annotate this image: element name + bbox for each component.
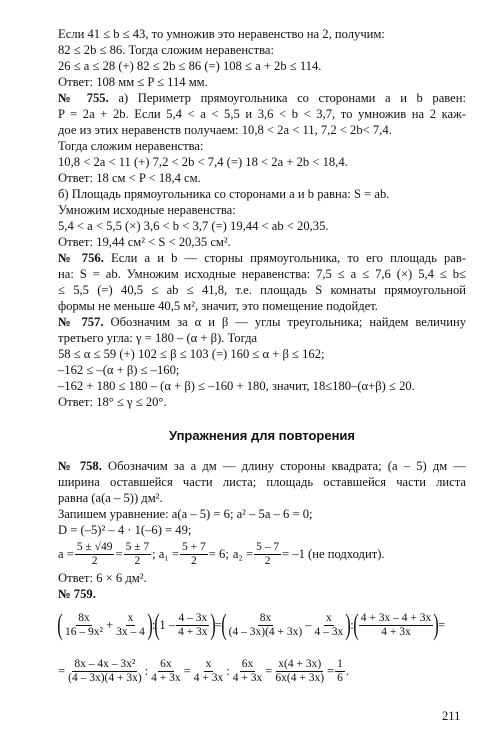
denominator: 4 + 3x (193, 671, 224, 684)
text-line: третьего угла: γ = 180 – (α + β). Тогда (58, 331, 258, 345)
numerator: x (127, 611, 134, 624)
exercise-number-757: № 757. (58, 315, 104, 329)
fraction (75, 541, 115, 568)
numerator: 4 – 3x (178, 611, 208, 624)
operator: : (226, 663, 230, 678)
numerator: 5 ± 7 (125, 540, 150, 553)
denominator: 16 – 9x² (65, 625, 103, 638)
denominator: 2 (134, 554, 141, 567)
operator: = (183, 663, 191, 678)
fraction (227, 612, 305, 639)
exercise-758-line (58, 458, 466, 474)
formula-row-2 (58, 648, 466, 694)
text-line: Ответ: 18 см < P < 18,4 см. (58, 171, 201, 185)
operator: = (327, 663, 335, 678)
formula-text: = 6; (208, 546, 229, 561)
roots-formula (58, 538, 466, 570)
text-line: Запишем уравнение: a(a – 5) = 6; a² – 5a – 6 = 0; (58, 507, 313, 521)
paren-open: ( (353, 608, 359, 641)
page-number: 211 (442, 709, 461, 723)
operator: : (151, 617, 156, 632)
numerator: 5 – 7 (256, 540, 280, 553)
numerator: 5 ± √49 (76, 540, 113, 553)
fraction (180, 541, 208, 568)
text-line: 82 ≤ 2b ≤ 86. Тогда сложим неравенства: (58, 43, 275, 57)
denominator: 4 + 3x (151, 671, 181, 684)
numerator: 5 + 7 (182, 540, 206, 553)
text-line: равна (a(a – 5)) дм². (58, 491, 163, 505)
text-line: Ответ: 108 мм ≤ P ≤ 114 мм. (58, 75, 208, 89)
denominator: 4 – 3x (314, 625, 344, 638)
fraction (63, 612, 105, 639)
exercise-756-line (58, 250, 466, 266)
denominator: 6 (337, 671, 343, 684)
numerator: 8x (259, 611, 272, 624)
text-line: на: S = ab. Умножим исходные неравенства: 7,5 ≤ a ≤ 7,6 (×) 5,4 ≤ b≤ (58, 267, 466, 281)
denominator: 2 (191, 554, 197, 567)
exercise-number-755: № 755. (58, 91, 109, 105)
denominator: 2 (264, 554, 271, 567)
operator: . (345, 663, 350, 678)
numerator: 1 (337, 657, 343, 670)
text-span: а) Периметр прямоугольника со сторонами a и b равен: (118, 91, 467, 105)
exercise-number-758: № 758. (58, 459, 102, 473)
exercise-755-line (58, 90, 466, 106)
fraction (124, 541, 152, 568)
text-line: Ответ: 18° ≤ γ ≤ 20°. (58, 395, 167, 409)
operator: + (105, 617, 114, 632)
denominator: 4 + 3x (381, 625, 411, 638)
paren-open: ( (220, 608, 227, 641)
text-line: 5,4 < a < 5,5 (×) 3,6 < b < 3,7 (=) 19,44 < ab < 20,35. (58, 219, 329, 233)
denominator: 2 (91, 554, 98, 567)
text-line: Умножим исходные неравенства: (58, 203, 236, 217)
text-line: Если 41 ≤ b ≤ 43, то умножив это неравенство на 2, получим: (58, 27, 385, 41)
formula-text: a₂ = (232, 546, 254, 561)
operator: – (305, 617, 312, 632)
exercise-759-line (58, 586, 466, 602)
page-content (58, 26, 466, 694)
text-line: Ответ: 6 × 6 дм². (58, 571, 147, 585)
fraction (149, 658, 183, 685)
numerator: x(4 + 3x) (278, 657, 322, 670)
fraction (313, 612, 346, 639)
numerator: x (205, 657, 212, 670)
fraction (335, 658, 345, 685)
formula-text: = (115, 546, 123, 561)
fraction (359, 612, 433, 639)
numerator: 6x (241, 657, 254, 670)
paren-open: ( (154, 608, 161, 641)
formula-text: a = (58, 546, 74, 561)
numerator: 4 + 3x – 4 + 3x (360, 611, 432, 624)
denominator: 4 + 3x (178, 625, 208, 638)
text-line: ширина оставшейся части листа; площадь оставшейся части листа (58, 475, 466, 489)
formula-text: 1 – (159, 617, 176, 632)
paren-close: ) (209, 608, 216, 641)
numerator: 8x (78, 611, 90, 624)
operator: : (350, 617, 354, 632)
exercise-number-756: № 756. (58, 251, 104, 265)
numerator: 6x (160, 657, 172, 670)
numerator: 8x – 4x – 3x² (74, 657, 136, 670)
fraction (66, 658, 144, 685)
text-line: –162 + 180 ≤ 180 – (α + β) ≤ –160 + 180, значит, 18≤180–(α+β) ≤ 20. (58, 379, 415, 393)
text-span: Если a и b — сторны прямоугольника, то его площадь рав- (111, 251, 466, 265)
fraction (231, 658, 265, 685)
formula-text: = –1 (не подходит). (282, 546, 385, 561)
denominator: (4 – 3x)(4 + 3x) (228, 625, 303, 638)
operator: = (438, 617, 446, 632)
numerator: x (326, 611, 332, 624)
operator: : (144, 663, 149, 678)
denominator: 4 + 3x (232, 671, 263, 684)
operator: = (58, 663, 66, 678)
fraction (114, 612, 147, 639)
text-span: Обозначим за α и β — углы треугольника; найдем величину (110, 315, 467, 329)
formula-row-1 (58, 602, 466, 648)
text-line: формы не меньше 40,5 м², значит, это помещение подойдет. (58, 299, 378, 313)
fraction (176, 612, 210, 639)
denominator: 6x(4 + 3x) (275, 671, 325, 684)
text-line: D = (–5)² – 4 · 1(–6) = 49; (58, 523, 192, 537)
fraction (273, 658, 326, 685)
fraction (254, 541, 281, 568)
text-line: дое из этих неравенств получаем: 10,8 < 2a < 11, 7,2 < 2b< 7,4. (58, 123, 392, 137)
text-line: P = 2a + 2b. Если 5,4 < a < 5,5 и 3,6 < b < 3,7, то умножив на 2 каж- (58, 107, 466, 121)
text-line: б) Площадь прямоугольника со сторонами a и b равна: S = ab. (58, 187, 390, 201)
paren-close: ) (433, 608, 440, 641)
text-line: ≤ 5,5 (=) 40,5 ≤ ab ≤ 41,8, т.е. площадь S комнаты прямоугольной (58, 283, 466, 297)
formula-text: ; a₁ = (152, 546, 180, 561)
operator: = (214, 617, 222, 632)
exercise-number-759: № 759. (58, 587, 96, 601)
text-line: 58 ≤ α ≤ 59 (+) 102 ≤ β ≤ 103 (=) 160 ≤ α + β ≤ 162; (58, 347, 325, 361)
exercise-757-line (58, 314, 466, 330)
text-line: Ответ: 19,44 см² < S < 20,35 см². (58, 235, 231, 249)
fraction (192, 658, 226, 685)
operator: = (265, 663, 273, 678)
paren-close: ) (345, 608, 352, 641)
paren-open: ( (57, 608, 63, 641)
text-line: 10,8 < 2a < 11 (+) 7,2 < 2b < 7,4 (=) 18 < 2a + 2b < 18,4. (58, 155, 348, 169)
text-line: –162 ≤ –(α + β) ≤ –160; (58, 363, 180, 377)
text-line: Тогда сложим неравенства: (58, 139, 204, 153)
text-span: Обозначим за a дм — длину стороны квадрата; (a – 5) дм — (108, 459, 467, 473)
paren-close: ) (147, 608, 153, 641)
section-heading: Упражнения для повторения (168, 428, 355, 443)
text-line: 26 ≤ a ≤ 28 (+) 82 ≤ 2b ≤ 86 (=) 108 ≤ a + 2b ≤ 114. (58, 59, 322, 73)
denominator: (4 – 3x)(4 + 3x) (68, 671, 142, 684)
denominator: 3x – 4 (116, 625, 145, 638)
